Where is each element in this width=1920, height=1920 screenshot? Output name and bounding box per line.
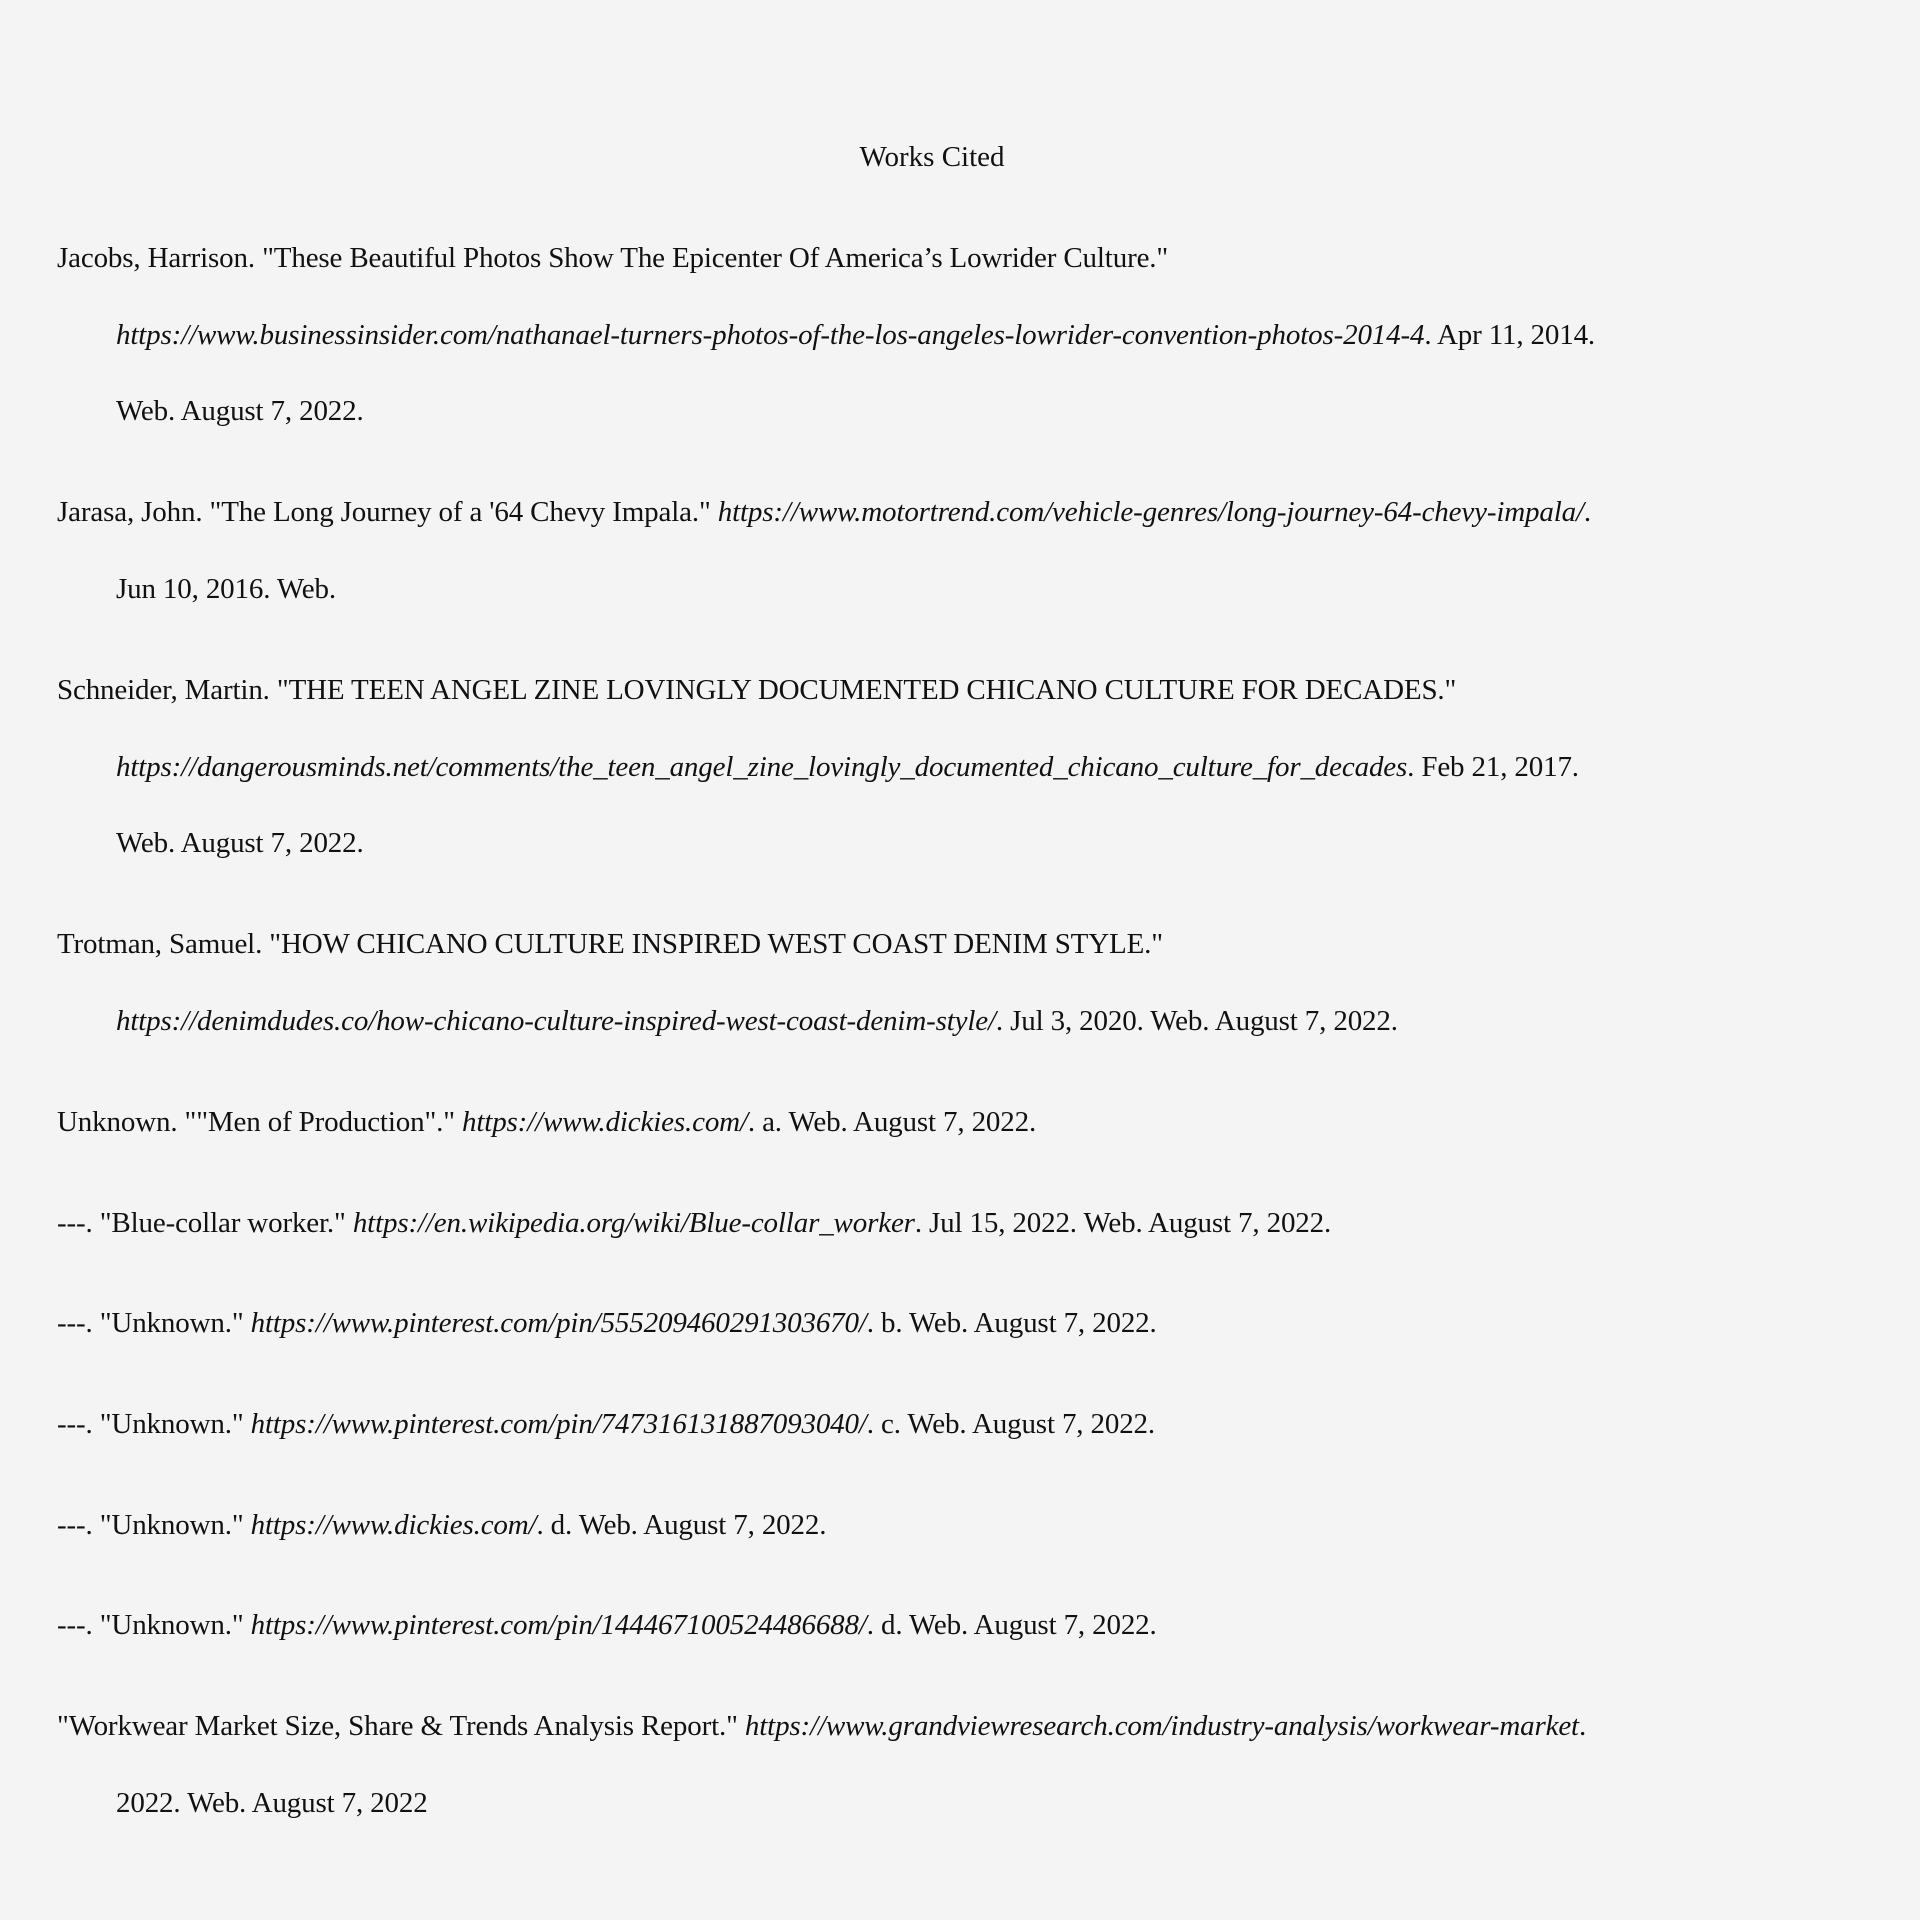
citation-text: . a. Web. August 7, 2022. bbox=[747, 1106, 1037, 1138]
citation-text: ---. "Unknown." bbox=[57, 1408, 251, 1440]
citation-text: . Feb 21, 2017. bbox=[1407, 751, 1579, 783]
citation-line bbox=[57, 492, 1591, 532]
citation-text: . Jul 3, 2020. Web. August 7, 2022. bbox=[995, 1005, 1398, 1037]
citation-text: . d. Web. August 7, 2022. bbox=[536, 1509, 827, 1541]
citation-url: https://www.dickies.com/ bbox=[462, 1106, 748, 1138]
citation-text: ---. "Blue-collar worker." bbox=[57, 1207, 353, 1239]
citation-url: https://www.pinterest.com/pin/747316131887093040/ bbox=[250, 1408, 867, 1440]
citation-text: . d. Web. August 7, 2022. bbox=[866, 1609, 1157, 1641]
citation-url: https://www.businessinsider.com/nathanael-turners-photos-of-the-los-angeles-lowrider-convention-photos-2014-4 bbox=[116, 319, 1425, 351]
citation-line bbox=[57, 1605, 1157, 1645]
citation-text: ---. "Unknown." bbox=[57, 1307, 251, 1339]
citation-text: . b. Web. August 7, 2022. bbox=[866, 1307, 1157, 1339]
citation-text: . bbox=[1583, 496, 1591, 528]
citation-line bbox=[116, 1783, 428, 1823]
citation-text: Jacobs, Harrison. "These Beautiful Photos Show The Epicenter Of America’s Lowrider Culture." bbox=[57, 242, 1169, 274]
citation-url: https://en.wikipedia.org/wiki/Blue-collar_worker bbox=[352, 1207, 915, 1239]
citation-url: https://www.dickies.com/ bbox=[250, 1509, 537, 1541]
citation-text: Trotman, Samuel. "HOW CHICANO CULTURE INSPIRED WEST COAST DENIM STYLE." bbox=[57, 928, 1163, 960]
citation-line bbox=[116, 1001, 1398, 1041]
citation-line bbox=[116, 315, 1595, 355]
citation-line bbox=[57, 1203, 1331, 1243]
citation-text: . bbox=[1578, 1710, 1587, 1742]
citation-text: ---. "Unknown." bbox=[57, 1609, 251, 1641]
citation-line bbox=[116, 391, 364, 431]
citation-text: . Jul 15, 2022. Web. August 7, 2022. bbox=[914, 1207, 1332, 1239]
citation-line bbox=[57, 1505, 826, 1545]
citation-line bbox=[116, 569, 336, 609]
citation-text: Schneider, Martin. "THE TEEN ANGEL ZINE LOVINGLY DOCUMENTED CHICANO CULTURE FOR DECADES." bbox=[57, 674, 1457, 706]
citation-text: . Apr 11, 2014. bbox=[1424, 319, 1596, 351]
citation-text: Unknown. ""Men of Production"." bbox=[57, 1106, 463, 1138]
citation-url: https://www.pinterest.com/pin/555209460291303670/ bbox=[250, 1307, 867, 1339]
citation-line bbox=[57, 1404, 1155, 1444]
citation-line bbox=[116, 823, 364, 863]
citation-url: https://www.motortrend.com/vehicle-genres/long-journey-64-chevy-impala/ bbox=[717, 496, 1584, 528]
citation-url: https://dangerousminds.net/comments/the_teen_angel_zine_lovingly_documented_chicano_culture_for_decades bbox=[116, 751, 1408, 783]
citation-url: https://denimdudes.co/how-chicano-culture-inspired-west-coast-denim-style/ bbox=[116, 1005, 996, 1037]
citation-text: Web. August 7, 2022. bbox=[116, 395, 364, 427]
citation-text: 2022. Web. August 7, 2022 bbox=[116, 1787, 428, 1819]
citation-text: "Workwear Market Size, Share & Trends Analysis Report." bbox=[57, 1710, 745, 1742]
citation-line bbox=[57, 924, 1163, 964]
citation-line bbox=[57, 670, 1456, 710]
citation-text: Jarasa, John. "The Long Journey of a '64 Chevy Impala." bbox=[57, 496, 718, 528]
citation-line bbox=[57, 238, 1168, 278]
citation-text: ---. "Unknown." bbox=[57, 1509, 251, 1541]
page-title: Works Cited bbox=[859, 141, 1005, 173]
citation-url: https://www.pinterest.com/pin/144467100524486688/ bbox=[250, 1609, 867, 1641]
citation-text: Jun 10, 2016. Web. bbox=[116, 573, 336, 605]
citation-text: Web. August 7, 2022. bbox=[116, 827, 364, 859]
citation-line bbox=[57, 1706, 1586, 1746]
citation-line bbox=[57, 1303, 1157, 1343]
citation-line bbox=[57, 1102, 1036, 1142]
citation-line bbox=[116, 747, 1579, 787]
citation-text: . c. Web. August 7, 2022. bbox=[866, 1408, 1156, 1440]
citation-url: https://www.grandviewresearch.com/industry-analysis/workwear-market bbox=[744, 1710, 1579, 1742]
